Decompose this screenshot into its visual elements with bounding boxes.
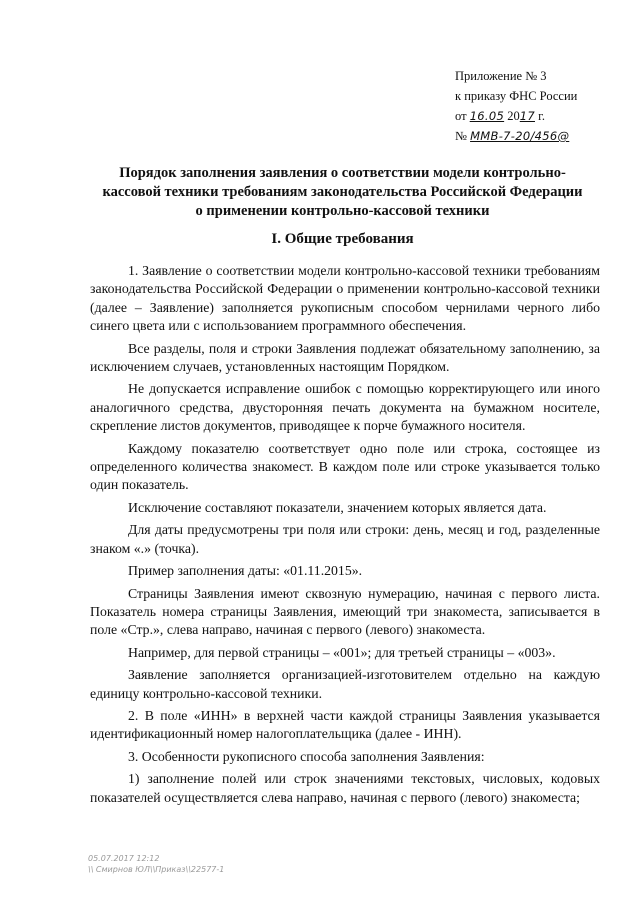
appendix-line2: к приказу ФНС России	[455, 89, 578, 103]
appendix-date	[455, 106, 615, 126]
paragraph: Пример заполнения даты: «01.11.2015».	[128, 563, 363, 579]
number-prefix: №	[455, 129, 467, 143]
number-value: ММВ-7-20/456@	[470, 129, 570, 143]
appendix-block	[455, 66, 615, 146]
paragraph: Для даты предусмотрены три поля или строки: день, месяц и год, разделенные знаком «.» (точка).	[90, 522, 600, 556]
date-prefix: от	[455, 109, 467, 123]
title-line: Порядок заполнения заявления о соответствии модели контрольно-	[119, 165, 566, 181]
title-line: о применении контрольно-кассовой техники	[195, 203, 490, 219]
paragraph: Страницы Заявления имеют сквозную нумерацию, начиная с первого листа. Показатель номера страницы Заявления, имеющий три знакоместа, записывается в поле «Стр.», слева направо, начиная с первого (левого) знакоместа.	[90, 585, 600, 638]
title-line: кассовой техники требованиям законодательства Российской Федерации	[102, 184, 583, 200]
document-title	[80, 164, 605, 221]
appendix-line1: Приложение № 3	[455, 69, 547, 83]
paragraph: Например, для первой страницы – «001»; для третьей страницы – «003».	[128, 644, 556, 660]
registration-stamp	[88, 853, 224, 875]
date-suffix: г.	[538, 109, 545, 123]
stamp-line: \\ Смирнов ЮЛ\\Приказ\\22577-1	[88, 865, 225, 874]
section-heading: I. Общие требования	[271, 231, 414, 247]
paragraph: 1) заполнение полей или строк значениями текстовых, числовых, кодовых показателей осуществляется слева направо, начиная с первого (левого) знакоместа;	[90, 771, 600, 805]
paragraph: Исключение составляют показатели, значением которых является дата.	[128, 499, 547, 515]
date-day: 16.05	[469, 109, 505, 123]
document-body	[90, 262, 600, 811]
paragraph: Заявление заполняется организацией-изготовителем отдельно на каждую единицу контрольно-кассовой техники.	[90, 667, 600, 701]
paragraph: Все разделы, поля и строки Заявления подлежат обязательному заполнению, за исключением случаев, установленных настоящим Порядком.	[90, 340, 600, 375]
paragraph: 3. Особенности рукописного способа заполнения Заявления:	[128, 748, 485, 764]
paragraph: Каждому показателю соответствует одно поле или строка, состоящее из определенного количества знакомест. В каждом поле или строке указывается только один показатель.	[90, 440, 600, 493]
stamp-line: 05.07.2017 12:12	[88, 854, 160, 863]
date-year-prefix: 20	[507, 109, 520, 123]
paragraph: Не допускается исправление ошибок с помощью корректирующего или иного аналогичного средства, двусторонняя печать документа на бумажном носителе, скрепление листов документов, приводящее к порче бумажного носителя.	[90, 381, 600, 434]
date-year: 17	[519, 109, 535, 123]
paragraph: 2. В поле «ИНН» в верхней части каждой страницы Заявления указывается идентификационный номер налогоплательщика (далее - ИНН).	[90, 707, 600, 742]
paragraph: 1. Заявление о соответствии модели контрольно-кассовой техники требованиям законодательства Российской Федерации о применении контрольно-кассовой техники (далее – Заявление) заполняется рукописным способом чернилами черного либо синего цвета или с использованием программного обеспечения.	[90, 263, 600, 334]
appendix-number	[455, 126, 615, 146]
